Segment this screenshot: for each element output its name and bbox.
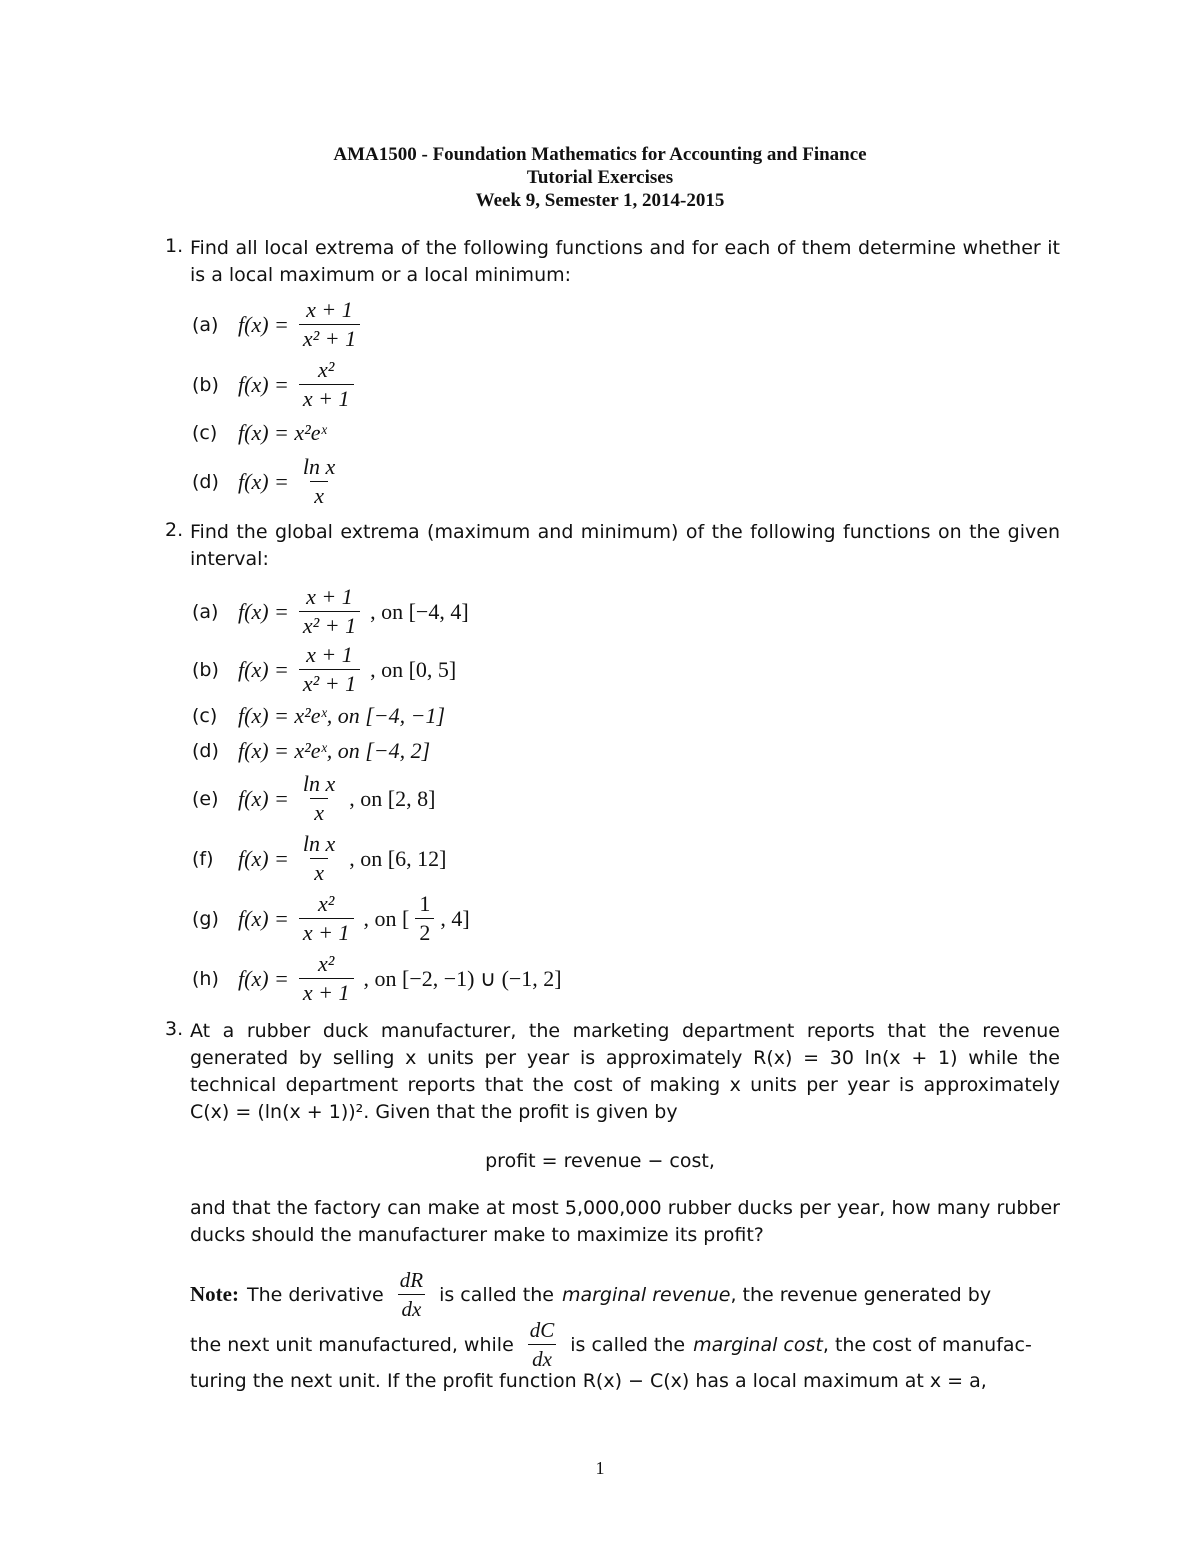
q1-text: Find all local extrema of the following functions and for each of them determine whether it is a local maximum or a local minimum: <box>190 237 1060 286</box>
interval-close: , 4] <box>440 905 470 931</box>
note-line-2 <box>190 1318 1032 1371</box>
note-line-3: turing the next unit. If the profit function R(x) − C(x) has a local maximum at x = a, <box>190 1370 987 1392</box>
numerator: ln x <box>302 771 336 796</box>
denominator: x² + 1 <box>299 324 360 351</box>
denominator: x + 1 <box>299 918 354 945</box>
numerator: x + 1 <box>306 642 353 667</box>
document-header <box>0 143 1200 212</box>
q2-item-lhs: f(x) = <box>238 785 289 811</box>
fraction <box>299 772 339 825</box>
numerator: ln x <box>302 454 336 479</box>
fraction <box>299 892 354 945</box>
q2-item-label: (a) <box>192 600 219 623</box>
fraction <box>526 1318 559 1371</box>
denominator: dx <box>398 1294 426 1321</box>
q2-item-lhs: f(x) = <box>238 598 289 624</box>
interval-open: , on [ <box>363 905 410 931</box>
q2-item-lhs: f(x) = <box>238 905 289 931</box>
page-number: 1 <box>595 1458 605 1478</box>
note-text: is called the <box>570 1333 686 1356</box>
numerator: x² <box>318 891 335 916</box>
fraction <box>299 298 360 351</box>
q2-item-c <box>192 703 445 729</box>
fraction <box>299 952 354 1005</box>
q2-item-lhs: f(x) = <box>238 845 289 871</box>
exercise-title: Tutorial Exercises <box>526 167 674 188</box>
note-text: , the cost of manufac- <box>822 1333 1032 1356</box>
q3-paragraph-2: and that the factory can make at most 5,000,000 rubber ducks per year, how many rubber ducks should the manufacturer make to maximize its profit? <box>190 1197 1060 1246</box>
numerator: x + 1 <box>306 297 353 322</box>
note-text: The derivative <box>246 1283 384 1306</box>
numerator: x² <box>318 357 335 382</box>
numerator: ln x <box>302 831 336 856</box>
interval: , on [6, 12] <box>349 845 447 871</box>
week-semester: Week 9, Semester 1, 2014-2015 <box>475 190 725 211</box>
interval: , on [−4, 4] <box>370 598 469 624</box>
denominator: x + 1 <box>299 384 354 411</box>
q1-number: 1. <box>165 235 184 257</box>
fraction <box>299 358 354 411</box>
q2-item-g <box>192 892 470 945</box>
note-emphasis: marginal cost <box>693 1333 823 1356</box>
course-title: AMA1500 - Foundation Mathematics for Accounting and Finance <box>333 144 867 165</box>
q2-text: Find the global extrema (maximum and minimum) of the following functions on the given interval: <box>190 521 1060 570</box>
interval: , on [−2, −1) ∪ (−1, 2] <box>363 965 562 991</box>
fraction <box>415 892 434 945</box>
q2-item-expr: f(x) = x²eˣ, on [−4, 2] <box>238 738 431 763</box>
denominator: x² + 1 <box>299 611 360 638</box>
note-text: is called the <box>439 1283 554 1306</box>
q2-item-label: (d) <box>192 740 219 762</box>
denominator: x <box>310 798 328 825</box>
q1-item-d <box>192 455 343 508</box>
q2-item-label: (f) <box>192 847 214 870</box>
q2-item-expr: f(x) = x²eˣ, on [−4, −1] <box>238 703 446 728</box>
fraction <box>299 643 360 696</box>
q2-item-lhs: f(x) = <box>238 965 289 991</box>
numerator: dR <box>399 1268 424 1292</box>
numerator: x² <box>318 951 335 976</box>
denominator: x² + 1 <box>299 669 360 696</box>
note-emphasis: marginal revenue <box>561 1283 731 1306</box>
denominator: x <box>310 481 328 508</box>
q2-item-label: (g) <box>192 907 219 930</box>
fraction <box>299 832 339 885</box>
q1-item-lhs: f(x) = <box>238 468 289 494</box>
fraction <box>396 1268 427 1321</box>
q2-item-label: (e) <box>192 787 219 810</box>
denominator: 2 <box>415 918 434 945</box>
q1-item-a <box>192 298 364 351</box>
interval: , on [0, 5] <box>370 656 457 682</box>
q2-item-lhs: f(x) = <box>238 656 289 682</box>
denominator: x <box>310 858 328 885</box>
q3-number: 3. <box>165 1018 184 1040</box>
interval: , on [2, 8] <box>349 785 436 811</box>
note-text: , the revenue generated by <box>730 1283 992 1306</box>
q2-number: 2. <box>165 519 184 541</box>
numerator: x + 1 <box>306 584 353 609</box>
q1-item-expr: f(x) = x²eˣ <box>238 420 327 445</box>
q1-item-label: (c) <box>192 422 218 444</box>
fraction <box>299 455 339 508</box>
note-text: the next unit manufactured, while <box>190 1333 514 1356</box>
q1-item-label: (b) <box>192 373 219 396</box>
q1-item-label: (a) <box>192 313 219 336</box>
q2-item-h <box>192 952 562 1005</box>
denominator: x + 1 <box>299 978 354 1005</box>
q2-item-f <box>192 832 446 885</box>
note-label: Note: <box>190 1282 239 1306</box>
q3-paragraph-1: At a rubber duck manufacturer, the marketing department reports that the revenue generated by selling x units per year is approximately R(x) = 30 ln(x + 1) while the technical department reports that the cost of making x units per year is approximately C(x) = (ln(x + 1))². Given that the profit is given by <box>190 1020 1060 1123</box>
numerator: dC <box>529 1318 555 1342</box>
note-line-1 <box>190 1268 991 1321</box>
fraction <box>299 585 360 638</box>
profit-equation: profit = revenue − cost, <box>485 1150 715 1172</box>
q1-item-lhs: f(x) = <box>238 311 289 337</box>
q2-item-d <box>192 738 430 764</box>
numerator: 1 <box>419 891 431 916</box>
q1-item-label: (d) <box>192 470 219 493</box>
q2-item-e <box>192 772 435 825</box>
q2-item-label: (c) <box>192 705 218 727</box>
denominator: dx <box>528 1344 556 1371</box>
q2-item-a <box>192 585 469 638</box>
q1-item-lhs: f(x) = <box>238 371 289 397</box>
q1-item-c <box>192 420 327 446</box>
q2-item-label: (b) <box>192 658 219 681</box>
q2-item-b <box>192 643 456 696</box>
q2-item-label: (h) <box>192 967 219 990</box>
q1-item-b <box>192 358 358 411</box>
